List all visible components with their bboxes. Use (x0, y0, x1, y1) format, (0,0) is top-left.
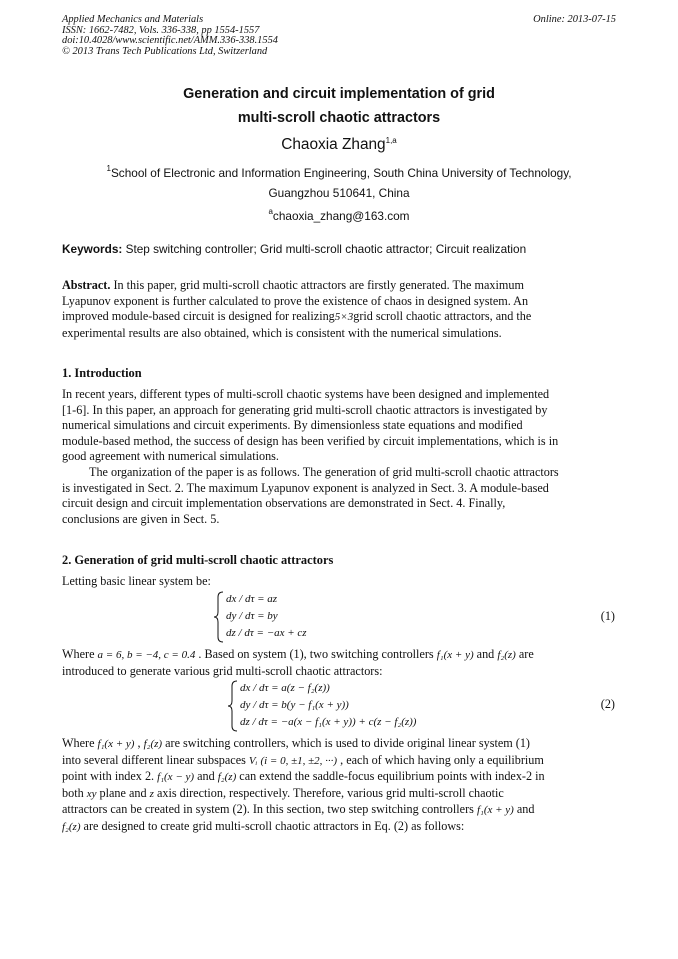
journal-doi: doi:10.4028/www.scientific.net/AMM.336-338.1554 (62, 35, 278, 47)
text-fragment: are (518, 647, 534, 661)
equation-row: dy / dτ = by (226, 610, 278, 622)
math-dimension: 5×3 (334, 311, 354, 323)
switching-paragraph (62, 736, 615, 835)
equation-row: dy / dτ = b(y − f₁(x + y)) (240, 699, 349, 711)
text-fragment: and (476, 647, 495, 661)
email-sup: a (268, 207, 273, 216)
abstract-text: improved module-based circuit is designed for realizing (62, 309, 335, 323)
equation-row: dz / dτ = −a(x − f₁(x + y)) + c(z − f₂(z)) (240, 716, 417, 728)
math-plane: xy (86, 787, 97, 800)
journal-header (62, 15, 616, 57)
text-line: is investigated in Sect. 2. The maximum Lyapunov exponent is analyzed in Sect. 3. A module-based (62, 480, 549, 495)
math-f2: f₂(z) (497, 649, 516, 661)
abstract-line (62, 309, 615, 326)
author-email: chaoxia_zhang@163.com (272, 209, 410, 223)
abstract-line: Lyapunov exponent is further calculated to prove the existence of chaos in designed system. An (62, 293, 529, 308)
math-f1: f₁(x + y) (476, 804, 514, 816)
text-fragment: axis direction, respectively. Therefore, various grid multi-scroll chaotic (156, 785, 504, 800)
equation-2 (228, 680, 488, 732)
math-f1: f₁(x − y) (157, 771, 195, 783)
keywords-label: Keywords: (62, 242, 123, 256)
author (40, 136, 638, 154)
text-fragment: can extend the saddle-focus equilibrium points with index-2 in (239, 769, 545, 783)
text-line: introduced to generate various grid multi-scroll chaotic attractors: (62, 663, 383, 678)
online-date: Online: 2013-07-15 (533, 14, 616, 25)
affiliation-line-2: Guangzhou 510641, China (268, 186, 410, 200)
text-line (62, 753, 615, 770)
author-email-line (40, 207, 638, 223)
text-fragment: and (516, 802, 535, 816)
text-line: good agreement with numerical simulations. (62, 449, 279, 463)
affiliation-text: School of Electronic and Information Engineering, South China University of Technology, (110, 166, 572, 180)
math-f2: f₂(z) (143, 738, 163, 750)
abstract-line (62, 278, 615, 294)
text-fragment: Where (62, 647, 95, 661)
title-line-1: Generation and circuit implementation of grid (183, 86, 495, 102)
text-fragment: into several different linear subspaces (62, 752, 246, 767)
text-fragment: point with index 2. (62, 769, 155, 783)
text-fragment: are designed to create grid multi-scroll chaotic attractors in Eq. (2) as follows: (83, 818, 465, 833)
abstract-text: In this paper, grid multi-scroll chaotic attractors are firstly generated. The maximum (110, 278, 524, 292)
author-name: Chaoxia Zhang (281, 136, 386, 153)
text-line (62, 769, 615, 786)
left-brace-icon (228, 680, 238, 732)
text-line (62, 802, 615, 819)
abstract (62, 278, 615, 341)
math-f1: f₁(x + y) (97, 738, 135, 750)
text-line: conclusions are given in Sect. 5. (62, 511, 220, 526)
journal-name: Applied Mechanics and Materials (62, 14, 204, 25)
math-axis: z (149, 787, 154, 800)
author-sup: 1,a (385, 136, 397, 145)
title-line-2: multi-scroll chaotic attractors (237, 110, 441, 126)
equation-row: dx / dτ = a(z − f₂(z)) (240, 682, 330, 694)
intro-paragraph-2 (62, 465, 615, 527)
text-fragment: Where (62, 736, 95, 750)
section-heading-generation: 2. Generation of grid multi-scroll chaotic attractors (62, 553, 334, 567)
text-fragment: are switching controllers, which is used to divide original linear system (1) (165, 736, 530, 750)
journal-copyright: © 2013 Trans Tech Publications Ltd, Switzerland (62, 45, 268, 57)
text-fragment: and (197, 769, 215, 783)
section-heading-introduction: 1. Introduction (62, 366, 142, 380)
text-line (62, 736, 615, 753)
left-brace-icon (214, 591, 224, 643)
keywords-text: Step switching controller; Grid multi-scroll chaotic attractor; Circuit realization (122, 242, 527, 256)
abstract-text: grid scroll chaotic attractors, and the (353, 309, 532, 323)
text-fragment: plane and (99, 785, 147, 800)
text-line: module-based method, the success of design has been verified by circuit implementations, which is in (62, 433, 559, 448)
text-line (62, 647, 615, 664)
journal-issn: ISSN: 1662-7482, Vols. 336-338, pp 1554-1557 (62, 24, 260, 36)
text-line: In recent years, different types of multi-scroll chaotic systems have been designed and implemented (62, 387, 550, 401)
keywords (62, 242, 616, 256)
text-fragment: attractors can be created in system (2). In this section, two step switching controllers (62, 802, 474, 816)
math-f2: f₂(z) (62, 820, 81, 833)
math-subspace: Vᵢ (248, 754, 258, 767)
text-line (62, 819, 615, 836)
system-intro (62, 574, 615, 590)
affiliation-line-1 (40, 164, 638, 180)
equation-number-2: (2) (600, 697, 615, 711)
math-f2: f₂(z) (217, 771, 237, 783)
math-index-range: (i = 0, ±1, ±2, ···) (260, 754, 338, 767)
math-f1: f₁(x + y) (436, 649, 474, 661)
where-paragraph (62, 647, 615, 679)
intro-paragraph-1 (62, 387, 615, 465)
equation-row: dz / dτ = −ax + cz (226, 627, 307, 639)
equation-number-1: (1) (600, 609, 615, 623)
paper-title (40, 82, 638, 130)
abstract-line: experimental results are also obtained, which is consistent with the numerical simulations. (62, 325, 502, 340)
text-line: numerical simulations and circuit experiments. By dimensionless state equations and modified (62, 418, 523, 432)
affiliation-sup: 1 (106, 164, 111, 173)
text-fragment: . Based on system (1), two switching controllers (198, 647, 434, 661)
equation-row: dx / dτ = az (226, 593, 278, 605)
text-line: [1-6]. In this paper, an approach for generating grid multi-scroll chaotic attractors is investigated by (62, 402, 548, 417)
text-fragment: both (62, 785, 84, 800)
text-line: The organization of the paper is as follows. The generation of grid multi-scroll chaotic attractors (89, 465, 559, 479)
equation-1 (214, 591, 414, 643)
text-fragment: , (137, 736, 141, 750)
text-line: Letting basic linear system be: (62, 574, 211, 588)
text-line: circuit design and circuit implementation observations are demonstrated in Sect. 4. Finally, (62, 496, 506, 510)
abstract-label: Abstract. (62, 278, 111, 292)
math-parameters: a = 6, b = −4, c = 0.4 (97, 649, 196, 661)
text-fragment: , each of which having only a equilibrium (340, 752, 544, 767)
text-line (62, 786, 615, 803)
